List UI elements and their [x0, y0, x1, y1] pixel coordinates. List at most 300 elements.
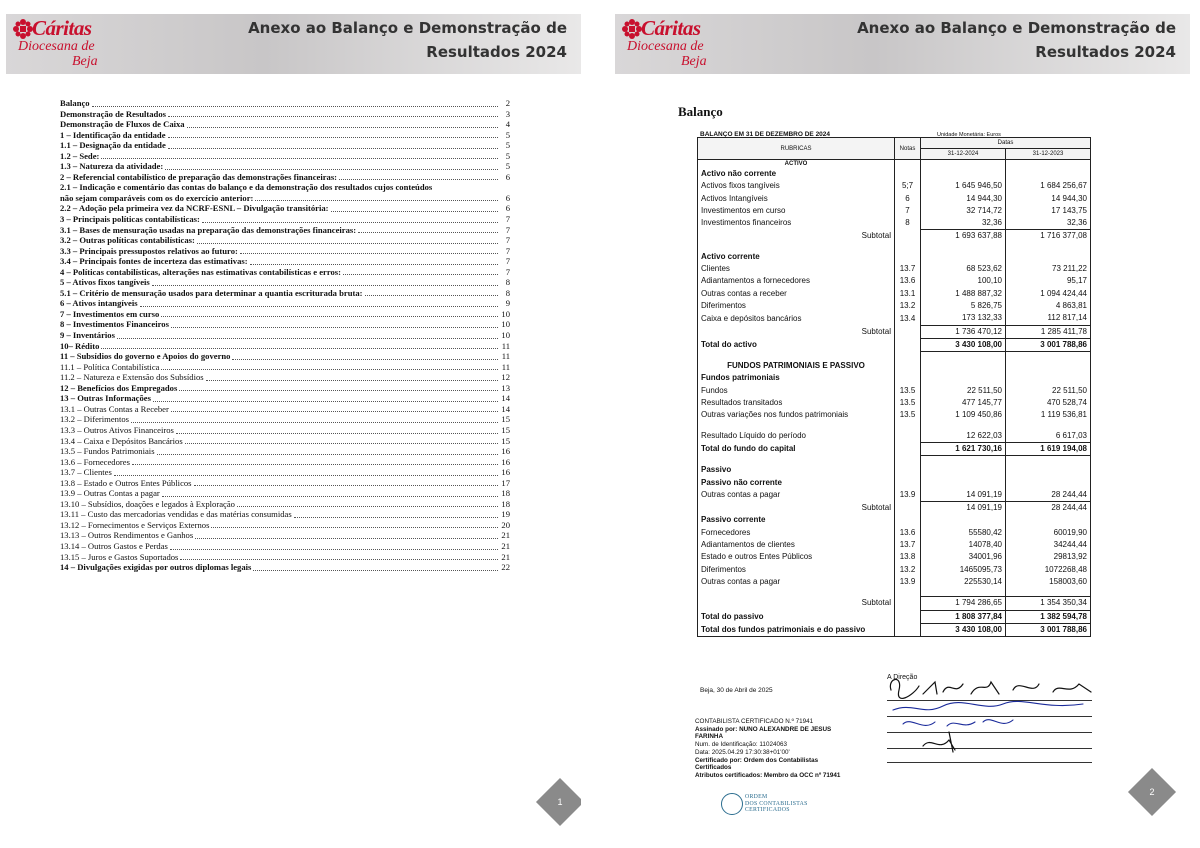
value-2024: 225530,14 [964, 576, 1002, 586]
toc-leader-dots [179, 390, 498, 391]
toc-entry[interactable] [60, 98, 510, 109]
row-label: Subtotal [861, 502, 891, 512]
row-label: Estado e outros Entes Públicos [701, 552, 813, 562]
page-number-badge [536, 778, 581, 826]
toc-entry[interactable] [60, 288, 510, 299]
row-note: 8 [895, 217, 921, 230]
value-2023: 6 617,03 [1006, 430, 1091, 443]
toc-entry[interactable] [60, 330, 510, 341]
row-label: Resultados transitados [701, 398, 783, 408]
value-2023 [1006, 352, 1091, 361]
value-2023 [1006, 160, 1091, 169]
value-2024: 3 430 108,00 [921, 623, 1006, 636]
row-note: 7 [895, 205, 921, 217]
toc-entry[interactable] [60, 109, 510, 120]
row-note [895, 588, 921, 597]
caritas-cross-icon [621, 18, 643, 40]
row-label: Passivo não corrente [701, 477, 782, 487]
toc-entry[interactable] [60, 203, 510, 214]
toc-entry[interactable] [60, 393, 510, 404]
toc-entry-page: 16 [501, 467, 510, 478]
table-row [698, 464, 1091, 476]
page-number-badge [1128, 768, 1176, 816]
toc-entry-page: 15 [501, 424, 510, 435]
toc-entry-page: 7 [505, 266, 510, 277]
value-2023: 1 119 536,81 [1006, 409, 1091, 421]
value-2024: 14 091,19 [966, 489, 1002, 499]
place-and-date: Beja, 30 de Abril de 2025 [700, 687, 773, 694]
toc-leader-dots [161, 316, 498, 317]
row-label: Outras contas a pagar [701, 490, 781, 500]
row-label: Resultado Líquido do período [701, 430, 806, 440]
toc-entry-page: 5 [505, 150, 510, 161]
toc-leader-dots [176, 433, 498, 434]
toc-entry[interactable] [60, 404, 510, 415]
toc-entry[interactable] [60, 362, 510, 373]
toc-entry[interactable] [60, 467, 510, 478]
value-2023: 4 863,81 [1006, 300, 1091, 312]
toc-entry[interactable] [60, 151, 510, 162]
row-note: 5;7 [895, 180, 921, 192]
toc-leader-dots [358, 232, 498, 233]
value-2024 [921, 464, 1006, 476]
toc-leader-dots [170, 549, 498, 550]
value-2024: 32,36 [981, 218, 1002, 228]
value-2024 [921, 360, 1006, 372]
toc-entry-page: 14 [501, 403, 510, 414]
toc-entry[interactable] [60, 225, 510, 236]
row-note: 13.5 [895, 409, 921, 421]
toc-entry-label: 5 – Ativos fixos tangíveis [60, 277, 150, 288]
value-2023: 1 716 377,08 [1006, 230, 1091, 243]
toc-entry-label: não sejam comparáveis com os do exercício anterior: [60, 192, 254, 203]
value-2023 [1006, 464, 1091, 476]
value-2024 [921, 243, 1006, 251]
toc-entry-page: 7 [505, 256, 510, 267]
table-row [698, 576, 1091, 588]
certificate-line: Certificado por: Ordem dos Contabilistas [695, 756, 819, 764]
document-title-line-1: Anexo ao Balanço e Demonstração de [857, 19, 1176, 37]
table-row [698, 588, 1091, 597]
table-row [698, 230, 1091, 243]
toc-leader-dots [206, 380, 498, 381]
toc-entry[interactable] [60, 193, 510, 204]
table-row [698, 275, 1091, 287]
toc-leader-dots [343, 274, 498, 275]
toc-entry[interactable] [60, 541, 510, 552]
toc-entry-label: Balanço [60, 98, 90, 108]
row-note [895, 160, 921, 169]
page-header [6, 14, 581, 74]
toc-entry[interactable] [60, 446, 510, 457]
row-label: Passivo [701, 465, 732, 475]
toc-leader-dots [194, 485, 498, 486]
toc-leader-dots [171, 327, 498, 328]
toc-entry-page: 20 [501, 519, 510, 530]
toc-entry-page: 18 [501, 488, 510, 499]
value-2024 [921, 456, 1006, 465]
table-row [698, 385, 1091, 397]
document-title-line-2: Resultados 2024 [426, 43, 567, 61]
toc-leader-dots [101, 158, 498, 159]
toc-entry-label: 4 – Políticas contabilísticas, alterações nas estimativas contabilísticas e erros: [60, 266, 342, 277]
currency-unit: Unidade Monetária: Euros [937, 132, 1001, 138]
toc-entry-label: Demonstração de Resultados [60, 108, 166, 119]
toc-leader-dots [117, 338, 498, 339]
digital-certificate-block [695, 718, 895, 780]
row-note [895, 360, 921, 372]
toc-leader-dots [294, 517, 498, 518]
toc-leader-dots [92, 106, 498, 107]
toc-entry-label: 13.4 – Caixa e Depósitos Bancários [60, 435, 183, 446]
toc-leader-dots [187, 127, 498, 128]
table-row [698, 489, 1091, 502]
toc-entry-label: 13.5 – Fundos Patrimoniais [60, 446, 155, 457]
toc-leader-dots [202, 222, 498, 223]
value-2024 [921, 168, 1006, 180]
table-row [698, 623, 1091, 636]
toc-entry[interactable] [60, 436, 510, 447]
value-2024: 5 826,75 [970, 300, 1002, 310]
value-2024 [921, 588, 1006, 597]
column-header-2023: 31-12-2023 [1006, 149, 1091, 160]
table-row [698, 243, 1091, 251]
toc-entry-label: 13.3 – Outros Ativos Financeiros [60, 424, 174, 435]
toc-entry[interactable] [60, 309, 510, 320]
toc-leader-dots [152, 285, 498, 286]
toc-entry-page: 21 [501, 551, 510, 562]
value-2024: 1 693 637,88 [921, 230, 1006, 243]
certificate-line: Data: 2025.04.29 17:30:38+01'00' [695, 748, 790, 756]
row-note: 13.6 [895, 275, 921, 287]
row-note [895, 456, 921, 465]
toc-entry[interactable] [60, 119, 510, 130]
document-page-1 [6, 0, 581, 848]
toc-leader-dots [253, 570, 498, 571]
value-2023: 73 211,22 [1006, 263, 1091, 275]
table-row [698, 610, 1091, 623]
value-2024: 14 944,30 [966, 193, 1002, 203]
toc-entry[interactable] [60, 562, 510, 573]
value-2023: 28 244,44 [1006, 489, 1091, 502]
toc-entry[interactable] [60, 235, 510, 246]
toc-entry-label: 13.8 – Estado e Outros Entes Públicos [60, 477, 192, 488]
table-row [698, 205, 1091, 217]
toc-leader-dots [255, 200, 498, 201]
toc-entry-label: 3 – Principais políticas contabilísticas: [60, 214, 200, 225]
toc-entry-page: 8 [505, 277, 510, 288]
value-2024: 22 511,50 [967, 385, 1002, 395]
row-label: Adiantamentos de clientes [701, 540, 795, 550]
row-note: 13.4 [895, 312, 921, 325]
value-2023: 1072268,48 [1006, 564, 1091, 576]
value-2023: 3 001 788,86 [1006, 623, 1091, 636]
table-row [698, 514, 1091, 526]
value-2023: 1 382 594,78 [1006, 610, 1091, 623]
toc-entry[interactable] [60, 383, 510, 394]
occ-seal-icon [721, 793, 743, 815]
row-note [895, 502, 921, 515]
value-2024: 55580,42 [968, 527, 1002, 537]
toc-leader-dots [185, 443, 498, 444]
value-2023: 158003,60 [1006, 576, 1091, 588]
toc-leader-dots [211, 527, 498, 528]
toc-entry-page: 5 [505, 161, 510, 172]
row-note [895, 477, 921, 489]
value-2023 [1006, 243, 1091, 251]
value-2023: 1 619 194,08 [1006, 442, 1091, 455]
toc-entry-page: 6 [505, 171, 510, 182]
row-label: Total dos fundos patrimoniais e do passivo [698, 623, 895, 636]
document-title-line-2: Resultados 2024 [1035, 43, 1176, 61]
toc-entry-label: 13.6 – Fornecedores [60, 456, 130, 467]
table-row [698, 456, 1091, 465]
occ-name [745, 794, 808, 814]
table-row [698, 502, 1091, 515]
toc-entry-label: 10– Rédito [60, 340, 100, 351]
table-row [698, 168, 1091, 180]
toc-entry[interactable] [60, 256, 510, 267]
toc-entry[interactable] [60, 372, 510, 383]
toc-leader-dots [168, 116, 498, 117]
row-note: 13.7 [895, 539, 921, 551]
brand-city: Beja [72, 54, 98, 69]
toc-entry-page: 6 [505, 192, 510, 203]
direction-label: A Direção [887, 674, 918, 681]
table-row [698, 527, 1091, 539]
toc-entry[interactable] [60, 140, 510, 151]
table-row [698, 551, 1091, 563]
toc-entry-page: 10 [501, 308, 510, 319]
toc-entry-label: 1 – Identificação da entidade [60, 129, 166, 140]
toc-entry-label: 13.9 – Outras Contas a pagar [60, 488, 160, 499]
toc-entry-label: 13.1 – Outras Contas a Receber [60, 403, 169, 414]
toc-leader-dots [168, 148, 498, 149]
value-2024: 1 736 470,12 [921, 325, 1006, 338]
row-note [895, 338, 921, 351]
brand-name: Cáritas [32, 16, 92, 40]
value-2023 [1006, 372, 1091, 384]
value-2023 [1006, 477, 1091, 489]
row-note [895, 325, 921, 338]
toc-entry-page: 7 [505, 214, 510, 225]
toc-entry[interactable] [60, 319, 510, 330]
value-2024: 1 488 887,32 [955, 288, 1002, 298]
toc-entry[interactable] [60, 277, 510, 288]
row-note [895, 442, 921, 455]
toc-entry-label: 5.1 – Critério de mensuração usados para determinar a quantia escriturada bruta: [60, 287, 363, 298]
value-2023: 60019,90 [1006, 527, 1091, 539]
toc-entry-label: 11 – Subsídios do governo e Apoios do governo [60, 351, 231, 362]
value-2023: 17 143,75 [1006, 205, 1091, 217]
toc-leader-dots [101, 348, 498, 349]
value-2024: 34001,96 [968, 552, 1002, 562]
toc-entry[interactable] [60, 351, 510, 362]
row-label: Investimentos financeiros [701, 218, 792, 228]
toc-entry[interactable] [60, 130, 510, 141]
column-header-dates: Datas [921, 138, 1091, 149]
toc-entry[interactable] [60, 182, 510, 193]
toc-leader-dots [171, 411, 498, 412]
row-label: Activos fixos tangíveis [701, 181, 780, 191]
certificate-line: Assinado por: NUNO ALEXANDRE DE JESUS [695, 725, 832, 733]
toc-entry[interactable] [60, 520, 510, 531]
row-note [895, 251, 921, 263]
value-2023: 32,36 [1006, 217, 1091, 230]
row-label: FUNDOS PATRIMONIAIS E PASSIVO [727, 361, 865, 371]
toc-entry-page: 10 [501, 319, 510, 330]
value-2023: 1 354 350,34 [1006, 597, 1091, 610]
row-label: Passivo corrente [701, 515, 766, 525]
toc-entry-label: 13.11 – Custo das mercadorias vendidas e das matérias consumidas [60, 509, 292, 520]
row-label: Diferimentos [701, 300, 746, 310]
toc-entry[interactable] [60, 246, 510, 257]
toc-entry-page: 17 [501, 477, 510, 488]
row-note: 13.9 [895, 576, 921, 588]
table-row [698, 263, 1091, 275]
brand-name: Cáritas [641, 16, 701, 40]
toc-entry-page: 8 [505, 287, 510, 298]
toc-leader-dots [165, 169, 498, 170]
value-2024: 173 132,33 [961, 313, 1002, 323]
toc-entry-label: 13.2 – Diferimentos [60, 414, 129, 425]
toc-leader-dots [132, 464, 498, 465]
value-2023: 112 817,14 [1006, 312, 1091, 325]
table-row [698, 372, 1091, 384]
row-note: 13.9 [895, 489, 921, 502]
table-of-contents [60, 98, 510, 573]
toc-entry[interactable] [60, 552, 510, 563]
toc-entry-label: 1.2 – Sede: [60, 150, 100, 161]
value-2024 [921, 160, 1006, 169]
row-label: Fornecedores [701, 527, 751, 537]
table-row [698, 338, 1091, 351]
toc-entry-page: 12 [501, 372, 510, 383]
occ-name-line: DOS CONTABILISTAS [745, 800, 808, 807]
table-row [698, 300, 1091, 312]
toc-entry-page: 15 [501, 414, 510, 425]
toc-entry-label: 13.15 – Juros e Gastos Suportados [60, 551, 179, 562]
row-label: Fundos [701, 385, 728, 395]
toc-entry[interactable] [60, 214, 510, 225]
toc-entry[interactable] [60, 457, 510, 468]
toc-entry-label: 1.1 – Designação da entidade [60, 140, 166, 151]
row-label: Activos Intangíveis [701, 193, 768, 203]
toc-leader-dots [162, 496, 498, 497]
certificate-line: Certificados [695, 764, 732, 772]
toc-entry[interactable] [60, 298, 510, 309]
table-row [698, 325, 1091, 338]
toc-entry-label: 13 – Outras Informações [60, 393, 151, 404]
toc-entry-label: 2.2 – Adoção pela primeira vez da NCRF-ESNL – Divulgação transitória: [60, 203, 329, 214]
toc-entry-page: 16 [501, 456, 510, 467]
toc-entry-label: Demonstração de Fluxos de Caixa [60, 119, 185, 130]
toc-leader-dots [168, 137, 498, 138]
table-row [698, 442, 1091, 455]
toc-leader-dots [195, 538, 498, 539]
table-row [698, 217, 1091, 230]
value-2023: 22 511,50 [1006, 385, 1091, 397]
toc-leader-dots [114, 475, 498, 476]
value-2024 [921, 514, 1006, 526]
row-label [698, 456, 895, 465]
toc-leader-dots [157, 454, 498, 455]
toc-leader-dots [161, 369, 498, 370]
toc-entry[interactable] [60, 509, 510, 520]
toc-entry-page: 7 [505, 224, 510, 235]
toc-entry-label: 12 – Benefícios dos Empregados [60, 382, 178, 393]
toc-leader-dots [140, 306, 498, 307]
value-2024: 1 109 450,86 [955, 410, 1002, 420]
toc-entry[interactable] [60, 161, 510, 172]
table-row [698, 180, 1091, 192]
toc-entry[interactable] [60, 488, 510, 499]
row-label [698, 243, 895, 251]
value-2024: 14078,40 [968, 540, 1002, 550]
value-2023: 34244,44 [1006, 539, 1091, 551]
value-2023: 29813,92 [1006, 551, 1091, 563]
row-label: Subtotal [861, 598, 891, 608]
toc-leader-dots [131, 422, 498, 423]
value-2023: 1 094 424,44 [1006, 288, 1091, 300]
row-label: Total do fundo do capital [701, 443, 796, 453]
toc-entry[interactable] [60, 499, 510, 510]
toc-entry-page: 10 [501, 330, 510, 341]
value-2023 [1006, 422, 1091, 430]
value-2023: 3 001 788,86 [1006, 338, 1091, 351]
brand-subtitle: Diocesana de [627, 39, 704, 54]
toc-entry-page: 22 [501, 562, 510, 573]
toc-entry-label: 3.2 – Outras políticas contabilísticas: [60, 235, 195, 246]
signature-line [887, 762, 1092, 763]
row-label: Adiantamentos a fornecedores [701, 276, 810, 286]
table-row [698, 539, 1091, 551]
toc-entry[interactable] [60, 414, 510, 425]
toc-entry[interactable] [60, 425, 510, 436]
occ-name-line: ORDEM [745, 794, 768, 800]
toc-entry[interactable] [60, 172, 510, 183]
toc-entry-label: 1.3 – Natureza da atividade: [60, 161, 164, 172]
row-label: ACTIVO [784, 161, 808, 167]
toc-entry-page: 3 [505, 108, 510, 119]
table-row [698, 288, 1091, 300]
table-row [698, 430, 1091, 443]
row-note [895, 514, 921, 526]
value-2023 [1006, 456, 1091, 465]
toc-entry[interactable] [60, 530, 510, 541]
row-label: Subtotal [861, 326, 891, 336]
toc-entry-label: 14 – Divulgações exigidas por outros diplomas legais [60, 562, 252, 573]
toc-leader-dots [153, 401, 498, 402]
value-2024: 68 523,62 [966, 264, 1002, 274]
certificate-line: Atributos certificados: Membro da OCC nº 71941 [695, 771, 841, 779]
row-label: Subtotal [861, 231, 891, 241]
toc-entry[interactable] [60, 478, 510, 489]
row-note: 13.5 [895, 385, 921, 397]
toc-entry-page: 2 [505, 98, 510, 108]
toc-leader-dots [331, 211, 498, 212]
row-label: Total do passivo [701, 611, 764, 621]
row-note: 13.2 [895, 300, 921, 312]
toc-entry[interactable] [60, 341, 510, 352]
toc-entry-label: 3.4 – Principais fontes de incerteza das estimativas: [60, 256, 248, 267]
toc-entry-page: 11 [501, 351, 510, 362]
toc-entry[interactable] [60, 267, 510, 278]
toc-entry-label: 13.13 – Outros Rendimentos e Ganhos [60, 530, 194, 541]
row-label: Diferimentos [701, 564, 746, 574]
row-note: 13.1 [895, 288, 921, 300]
toc-entry-label: 7 – Investimentos em curso [60, 308, 160, 319]
